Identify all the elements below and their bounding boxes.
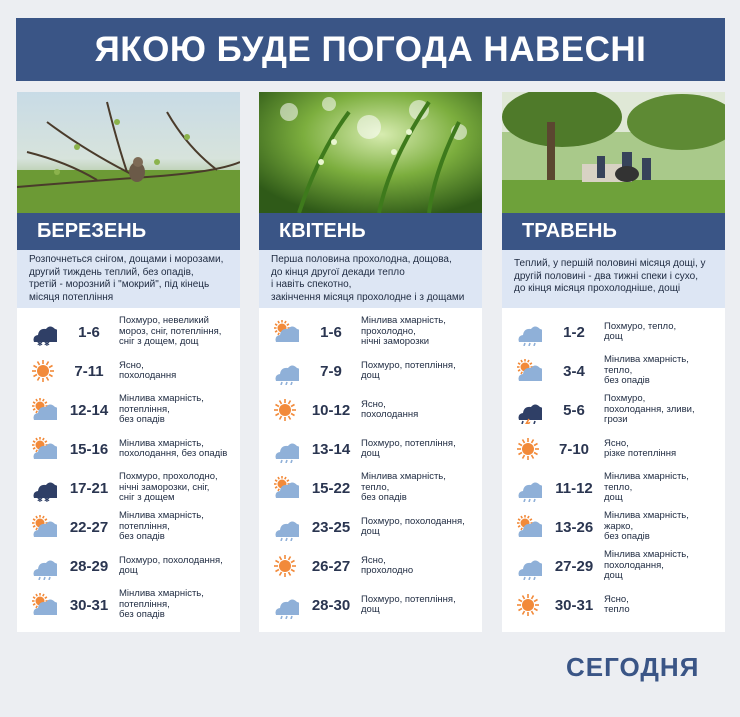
sun-cloud-icon (271, 318, 299, 346)
month-card-april (259, 92, 482, 632)
forecast-text: Мінлива хмарність, тепло, дощ (604, 471, 689, 504)
day-range: 23-25 (311, 518, 351, 536)
rain-cloud-icon (271, 435, 299, 463)
rain-cloud-icon (514, 318, 542, 346)
month-card-march (17, 92, 240, 632)
month-title: ТРАВЕНЬ (502, 213, 725, 250)
forecast-text: Мінлива хмарність, жарко, без опадів (604, 510, 689, 543)
forecast-row (259, 470, 482, 506)
day-range: 15-22 (311, 479, 351, 497)
forecast-text: Похмуро, похолодання, дощ (119, 554, 223, 576)
rain-cloud-icon (514, 552, 542, 580)
grass-dew-photo (259, 92, 482, 213)
day-range: 5-6 (563, 401, 585, 419)
svg-text:✱: ✱ (37, 340, 43, 346)
forecast-row (502, 353, 725, 389)
forecast-row (17, 392, 240, 428)
bird-branch-photo (17, 92, 240, 213)
forecast-row (259, 587, 482, 623)
month-description: Розпочнеться снігом, дощами і морозами, другий тиждень теплий, без опадів, третій - морозний і "мокрий", під кінець місяця потепління (17, 250, 240, 308)
forecast-text: Похмуро, похолодання, дощ (361, 515, 465, 537)
forecast-text: Похмуро, тепло, дощ (604, 320, 677, 342)
svg-text:✱: ✱ (44, 496, 50, 502)
forecast-text: Похмуро, потепління, дощ (361, 593, 456, 615)
forecast-text: Мінлива хмарність, похолодання, без опадів (119, 437, 228, 459)
forecast-row (502, 470, 725, 506)
day-range: 27-29 (554, 557, 594, 575)
snow-cloud-icon (29, 474, 57, 502)
day-range: 13-26 (554, 518, 594, 536)
sun-icon (271, 552, 299, 580)
day-range: 30-31 (69, 596, 109, 614)
forecast-text: Ясно, похолодання (119, 359, 177, 381)
forecast-row (259, 392, 482, 428)
rain-cloud-icon (271, 357, 299, 385)
forecast-row (259, 314, 482, 350)
forecast-row (17, 314, 240, 350)
forecast-text: Похмуро, невеликий мороз, сніг, потепління, сніг з дощем, дощ (119, 315, 222, 348)
month-title: КВІТЕНЬ (259, 213, 482, 250)
month-title: БЕРЕЗЕНЬ (17, 213, 240, 250)
day-range: 22-27 (69, 518, 109, 536)
day-range: 13-14 (311, 440, 351, 458)
day-range: 12-14 (69, 401, 109, 419)
month-description: Перша половина прохолодна, дощова, до кінця другої декади тепло і навіть спекотно, закінчення місяця прохолодне і з дощами (259, 250, 482, 308)
day-range: 7-9 (320, 362, 342, 380)
storm-cloud-icon (514, 396, 542, 424)
forecast-row (17, 470, 240, 506)
day-range: 7-11 (74, 362, 104, 380)
forecast-text: Похмуро, потепління, дощ (361, 437, 456, 459)
rain-cloud-icon (271, 513, 299, 541)
sun-cloud-icon (29, 591, 57, 619)
day-range: 28-29 (69, 557, 109, 575)
forecast-text: Мінлива хмарність, прохолодно, нічні заморозки (361, 315, 446, 348)
day-range: 3-4 (563, 362, 585, 380)
forecast-text: Ясно, прохолодно (361, 554, 414, 576)
forecast-text: Мінлива хмарність, тепло, без опадів (604, 354, 689, 387)
forecast-row (17, 587, 240, 623)
forecast-row (17, 431, 240, 467)
sun-cloud-icon (514, 357, 542, 385)
sun-cloud-icon (29, 435, 57, 463)
forecast-row (259, 431, 482, 467)
day-range: 26-27 (311, 557, 351, 575)
day-range: 1-6 (78, 323, 100, 341)
forecast-row (259, 548, 482, 584)
forecast-row (502, 392, 725, 428)
svg-text:✱: ✱ (44, 340, 50, 346)
forecast-row (502, 509, 725, 545)
day-range: 30-31 (554, 596, 594, 614)
forecast-row (17, 548, 240, 584)
garden-picnic-photo (502, 92, 725, 213)
month-card-may (502, 92, 725, 632)
forecast-text: Мінлива хмарність, потепління, без опадів (119, 510, 204, 543)
day-range: 11-12 (555, 479, 593, 497)
forecast-text: Ясно, різке потепління (604, 437, 677, 459)
sun-cloud-icon (29, 396, 57, 424)
forecast-row (502, 587, 725, 623)
month-description: Теплий, у першій половині місяця дощі, у другій половині - два тижні спеки і сухо, до кінця місяця прохолодніше, дощі (502, 250, 725, 308)
sun-cloud-icon (29, 513, 57, 541)
day-range: 15-16 (69, 440, 109, 458)
rain-cloud-icon (29, 552, 57, 580)
forecast-row (502, 431, 725, 467)
forecast-row (259, 509, 482, 545)
forecast-row (259, 353, 482, 389)
day-range: 1-6 (320, 323, 342, 341)
forecast-text: Мінлива хмарність, потепління, без опадів (119, 393, 204, 426)
forecast-text: Мінлива хмарність, тепло, без опадів (361, 471, 446, 504)
sun-cloud-icon (514, 513, 542, 541)
forecast-text: Мінлива хмарність, потепління, без опадів (119, 588, 204, 621)
sun-icon (29, 357, 57, 385)
sun-cloud-icon (271, 474, 299, 502)
day-range: 1-2 (563, 323, 585, 341)
forecast-text: Ясно, похолодання (361, 398, 419, 420)
day-range: 17-21 (69, 479, 109, 497)
page-title: ЯКОЮ БУДЕ ПОГОДА НАВЕСНІ (16, 18, 725, 81)
rain-cloud-icon (514, 474, 542, 502)
forecast-text: Похмуро, потепління, дощ (361, 359, 456, 381)
segodnya-logo: СЕГОДНЯ (566, 652, 700, 682)
day-range: 7-10 (558, 440, 590, 458)
forecast-row (502, 314, 725, 350)
sun-icon (514, 591, 542, 619)
forecast-text: Похмуро, прохолодно, нічні заморозки, сніг, сніг з дощем (119, 471, 218, 504)
day-range: 28-30 (311, 596, 351, 614)
snow-cloud-icon (29, 318, 57, 346)
sun-icon (271, 396, 299, 424)
forecast-text: Похмуро, похолодання, зливи, грози (604, 393, 695, 426)
sun-icon (514, 435, 542, 463)
forecast-row (17, 353, 240, 389)
forecast-text: Мінлива хмарність, похолодання, дощ (604, 549, 689, 582)
rain-cloud-icon (271, 591, 299, 619)
forecast-text: Ясно, тепло (604, 593, 630, 615)
forecast-row (502, 548, 725, 584)
day-range: 10-12 (311, 401, 351, 419)
svg-text:✱: ✱ (37, 496, 43, 502)
forecast-row (17, 509, 240, 545)
